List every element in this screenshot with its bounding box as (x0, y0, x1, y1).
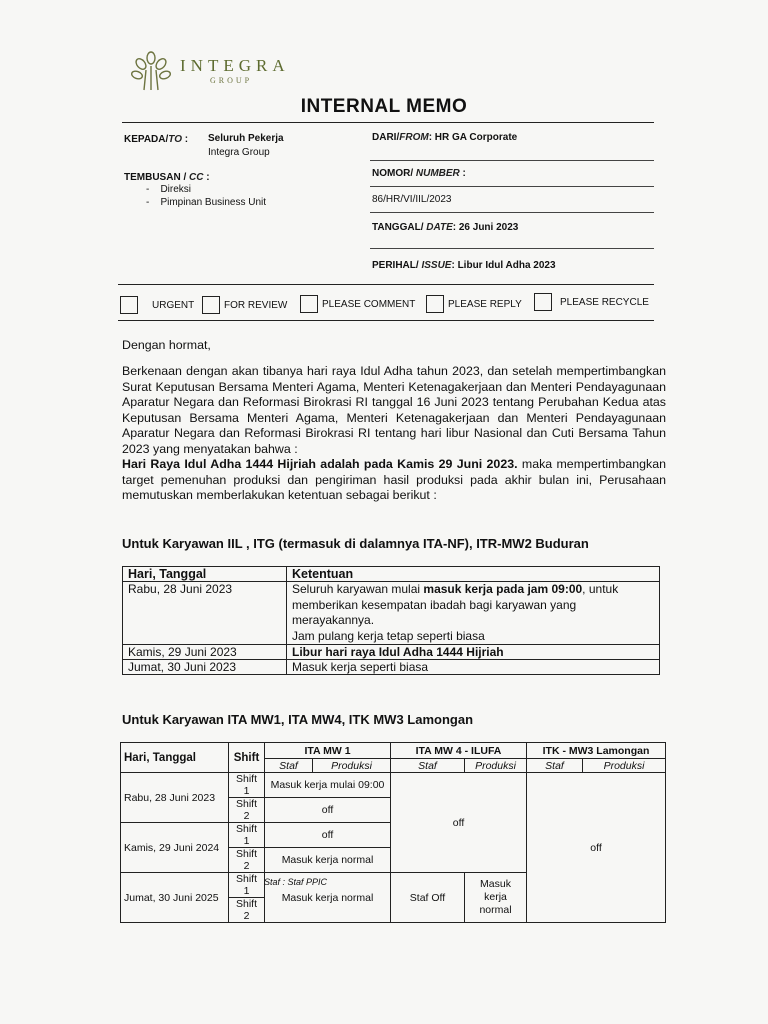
mw4-cell: off (391, 773, 527, 873)
from-label: DARI/FROM: HR GA Corporate (372, 132, 518, 143)
shift-cell: Shift 2 (229, 798, 265, 823)
mw3-cell: off (527, 773, 666, 923)
date-rule (370, 248, 654, 249)
column-header: ITA MW 1 (265, 743, 391, 759)
date-label: TANGGAL/ DATE: 26 Juni 2023 (372, 222, 519, 233)
mw1-cell: off (265, 823, 391, 848)
column-header: Hari, Tanggal (123, 567, 287, 582)
checkbox-icon[interactable] (534, 293, 552, 311)
shift-cell: Shift 2 (229, 898, 265, 923)
paragraph-2: Hari Raya Idul Adha 1444 Hijriah adalah pada Kamis 29 Juni 2023. maka mempertimbangkan target pemenuhan produksi dan pengiriman hasil produksi pada akhir bulan ini, Perusahaan memutuskan memberlakukan ketentuan sebagai berikut : (122, 457, 666, 502)
to-value-2: Integra Group (208, 147, 270, 158)
column-header: Hari, Tanggal (121, 743, 229, 773)
sub-header: Staf (527, 759, 583, 773)
column-header: Shift (229, 743, 265, 773)
sub-header: Produksi (313, 759, 391, 773)
holiday-statement: Hari Raya Idul Adha 1444 Hijriah adalah pada Kamis 29 Juni 2023. (122, 457, 518, 471)
mw4-produksi-cell: Masuk kerja normal (465, 873, 527, 923)
sub-header: Staf (391, 759, 465, 773)
to-value: Seluruh Pekerja (208, 133, 284, 144)
table-header-row (121, 743, 666, 759)
paragraph-1: Berkenaan dengan akan tibanya hari raya Idul Adha tahun 2023, dan setelah mempertimbangkan Surat Keputusan Bersama Menteri Agama, Menteri Ketenagakerjaan dan Menteri Pendayagunaan Aparatur Negara dan Reformasi Birokrasi RI tanggal 16 Juni 2023 tentang Perubahan Kedua atas Keputusan Bersama Menteri Agama, Menteri Ketenagakerjaan dan Menteri Pendayagunaan Aparatur Negara dan Reformasi Birokrasi RI tentang hari libur Nasional dan Cuti Bersama Tahun 2023 yang menyatakan bahwa : (122, 364, 666, 456)
cc-item: - Pimpinan Business Unit (146, 197, 267, 208)
mw1-cell: Masuk kerja normal (265, 873, 391, 923)
table-row (121, 773, 666, 798)
day-cell: Kamis, 29 Juni 2024 (121, 823, 229, 873)
cc-item: - Direksi (146, 184, 192, 195)
number-label: NOMOR/ NUMBER : (372, 168, 466, 179)
checkbox-rule (118, 320, 654, 321)
rule-cell: Libur hari raya Idul Adha 1444 Hijriah (287, 645, 660, 660)
column-header: ITA MW 4 - ILUFA (391, 743, 527, 759)
rule-cell: Masuk kerja seperti biasa (287, 660, 660, 675)
sub-header: Staf (265, 759, 313, 773)
number-value: 86/HR/VI/IIL/2023 (372, 194, 452, 205)
shift-cell: Shift 1 (229, 873, 265, 898)
number-rule-top (370, 186, 654, 187)
memo-title: INTERNAL MEMO (300, 96, 468, 117)
checkbox-urgent[interactable]: URGENT (120, 296, 194, 314)
checkbox-please-comment[interactable]: PLEASE COMMENT (300, 295, 415, 313)
checkbox-icon[interactable] (202, 296, 220, 314)
mw4-staf-cell: Staf Off (391, 873, 465, 923)
section-1-title: Untuk Karyawan IIL , ITG (termasuk di dalamnya ITA-NF), ITR-MW2 Buduran (122, 536, 589, 551)
issue-label: PERIHAL/ ISSUE: Libur Idul Adha 2023 (372, 260, 556, 271)
checkbox-icon[interactable] (120, 296, 138, 314)
table-header-row (123, 567, 660, 582)
schedule-table-2 (120, 742, 666, 923)
greeting: Dengan hormat, (122, 338, 211, 352)
sub-header: Produksi (583, 759, 666, 773)
table-note: Staf : Staf PPIC (264, 877, 328, 887)
checkbox-please-reply[interactable]: PLEASE REPLY (426, 295, 522, 313)
table-row (123, 645, 660, 660)
checkbox-icon[interactable] (300, 295, 318, 313)
to-label: KEPADA/TO : (124, 134, 189, 145)
day-cell: Jumat, 30 Juni 2025 (121, 873, 229, 923)
schedule-table-1 (122, 566, 660, 675)
sub-header: Produksi (465, 759, 527, 773)
integra-logo-icon (128, 48, 174, 94)
day-cell: Kamis, 29 Juni 2023 (123, 645, 287, 660)
day-cell: Rabu, 28 Juni 2023 (123, 582, 287, 645)
title-rule (122, 122, 654, 123)
column-header: ITK - MW3 Lamongan (527, 743, 666, 759)
shift-cell: Shift 1 (229, 823, 265, 848)
column-header: Ketentuan (287, 567, 660, 582)
table-row (123, 660, 660, 675)
cc-label: TEMBUSAN / CC : (124, 172, 210, 183)
day-cell: Jumat, 30 Juni 2023 (123, 660, 287, 675)
table-row (123, 582, 660, 645)
number-rule (370, 212, 654, 213)
day-cell: Rabu, 28 Juni 2023 (121, 773, 229, 823)
shift-cell: Shift 1 (229, 773, 265, 798)
mw1-cell: Masuk kerja normal (265, 848, 391, 873)
checkbox-please-recycle[interactable]: PLEASE RECYCLE (534, 293, 649, 311)
logo-sub: GROUP (210, 76, 253, 85)
checkbox-icon[interactable] (426, 295, 444, 313)
rule-cell: Seluruh karyawan mulai masuk kerja pada jam 09:00, untuk memberikan kesempatan ibadah bagi karyawan yang merayakannya. Jam pulang kerja tetap seperti biasa (287, 582, 660, 645)
mw1-cell: Masuk kerja mulai 09:00 (265, 773, 391, 798)
checkbox-for-review[interactable]: FOR REVIEW (202, 296, 287, 314)
issue-rule (118, 284, 654, 285)
from-rule (370, 160, 654, 161)
logo-name: INTEGRA (180, 56, 290, 75)
shift-cell: Shift 2 (229, 848, 265, 873)
section-2-title: Untuk Karyawan ITA MW1, ITA MW4, ITK MW3 Lamongan (122, 712, 474, 727)
mw1-cell: off (265, 798, 391, 823)
